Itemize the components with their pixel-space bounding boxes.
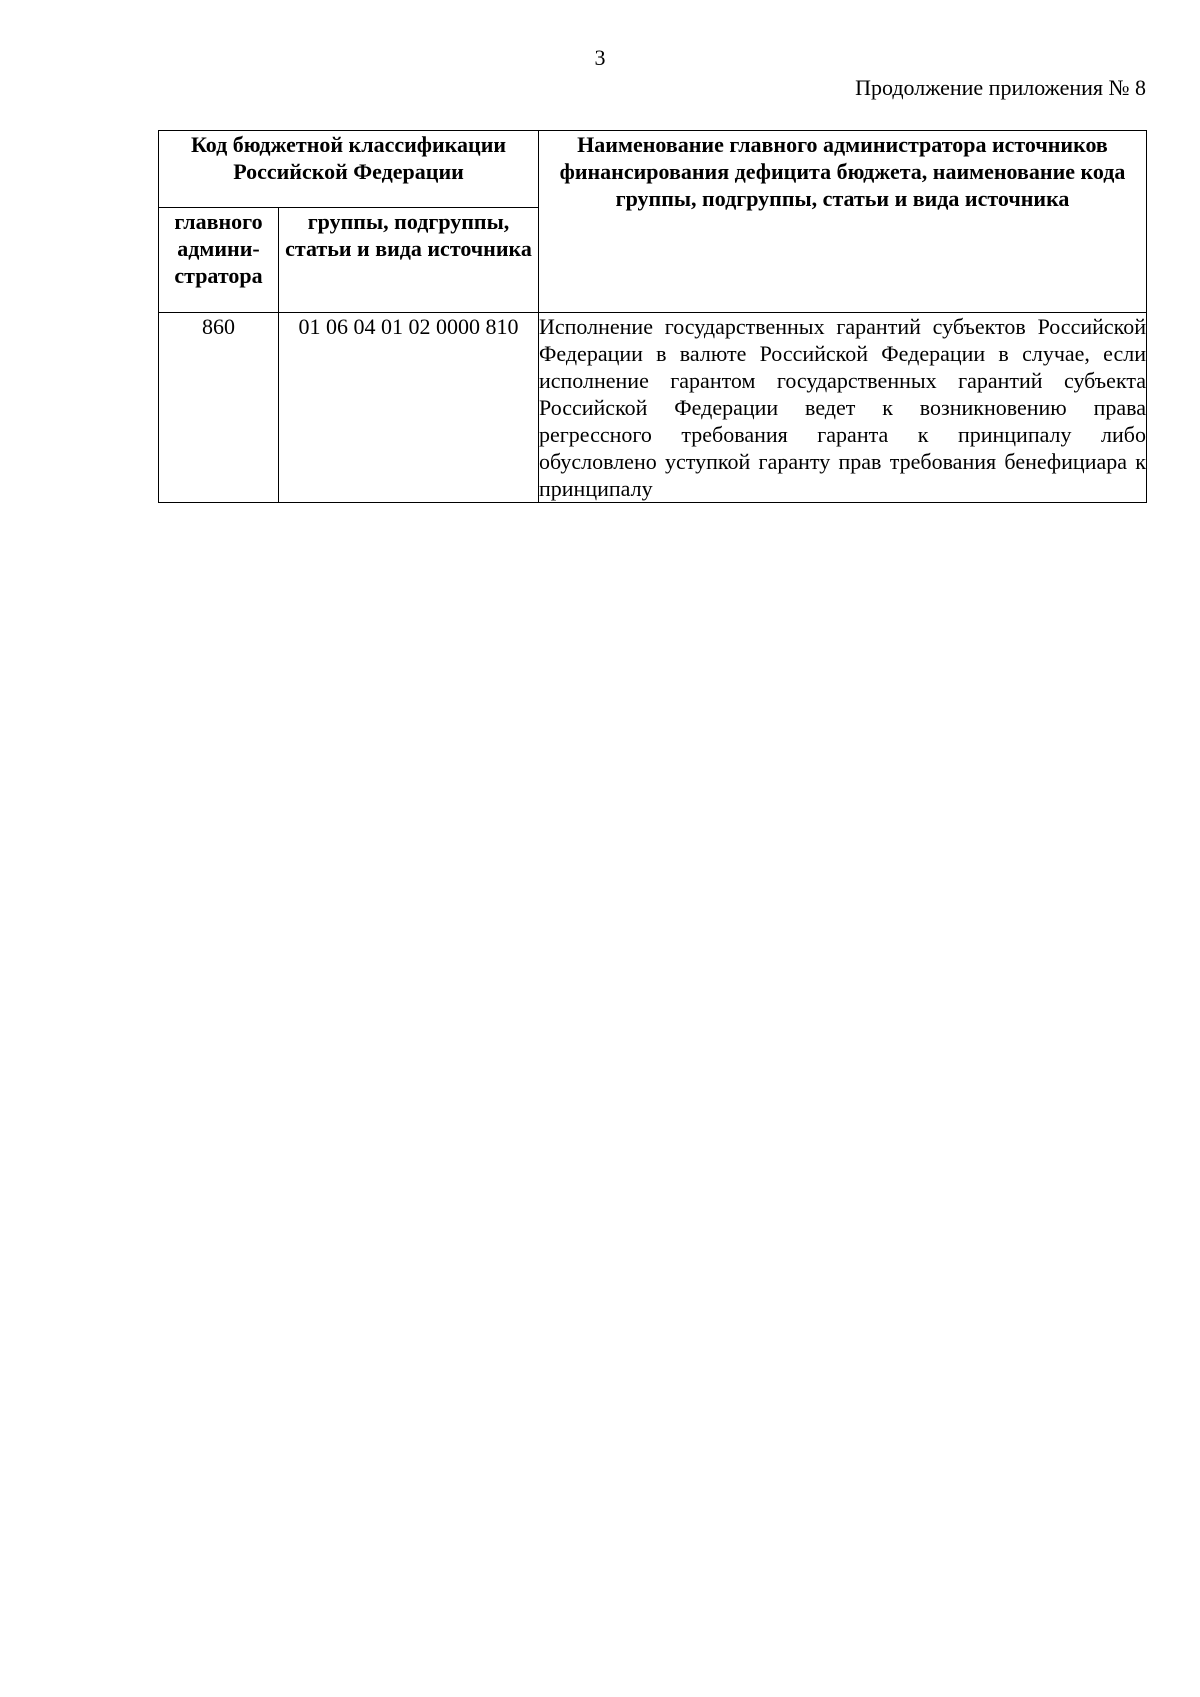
table-row [159,313,1147,503]
appendix-note: Продолжение приложения № 8 [855,75,1146,100]
table-header-row [159,131,1147,208]
cell-description: Исполнение государственных гарантий субъектов Российской Федерации в валюте Российской Федерации в случае, если исполнение гарантом государственных гарантий субъекта Российской Федерации ведет к возникновению права регрессного требования гаранта к принципалу либо обусловлено уступкой гаранту прав требования бенефициара к принципалу [539,314,1146,501]
cell-administrator: 860 [159,313,279,503]
page-number: 3 [594,45,606,70]
header-name: Наименование главного администратора источников финансирования дефицита бюджета, наименование кода группы, подгруппы, статьи и вида источника [539,131,1147,313]
budget-classification-table [158,130,1147,503]
header-administrator: главного админи-стратора [159,208,279,313]
header-code-group: Код бюджетной классификации Российской Федерации [159,131,539,208]
header-source-group: группы, подгруппы, статьи и вида источника [279,208,539,313]
cell-code: 01 06 04 01 02 0000 810 [279,313,539,503]
